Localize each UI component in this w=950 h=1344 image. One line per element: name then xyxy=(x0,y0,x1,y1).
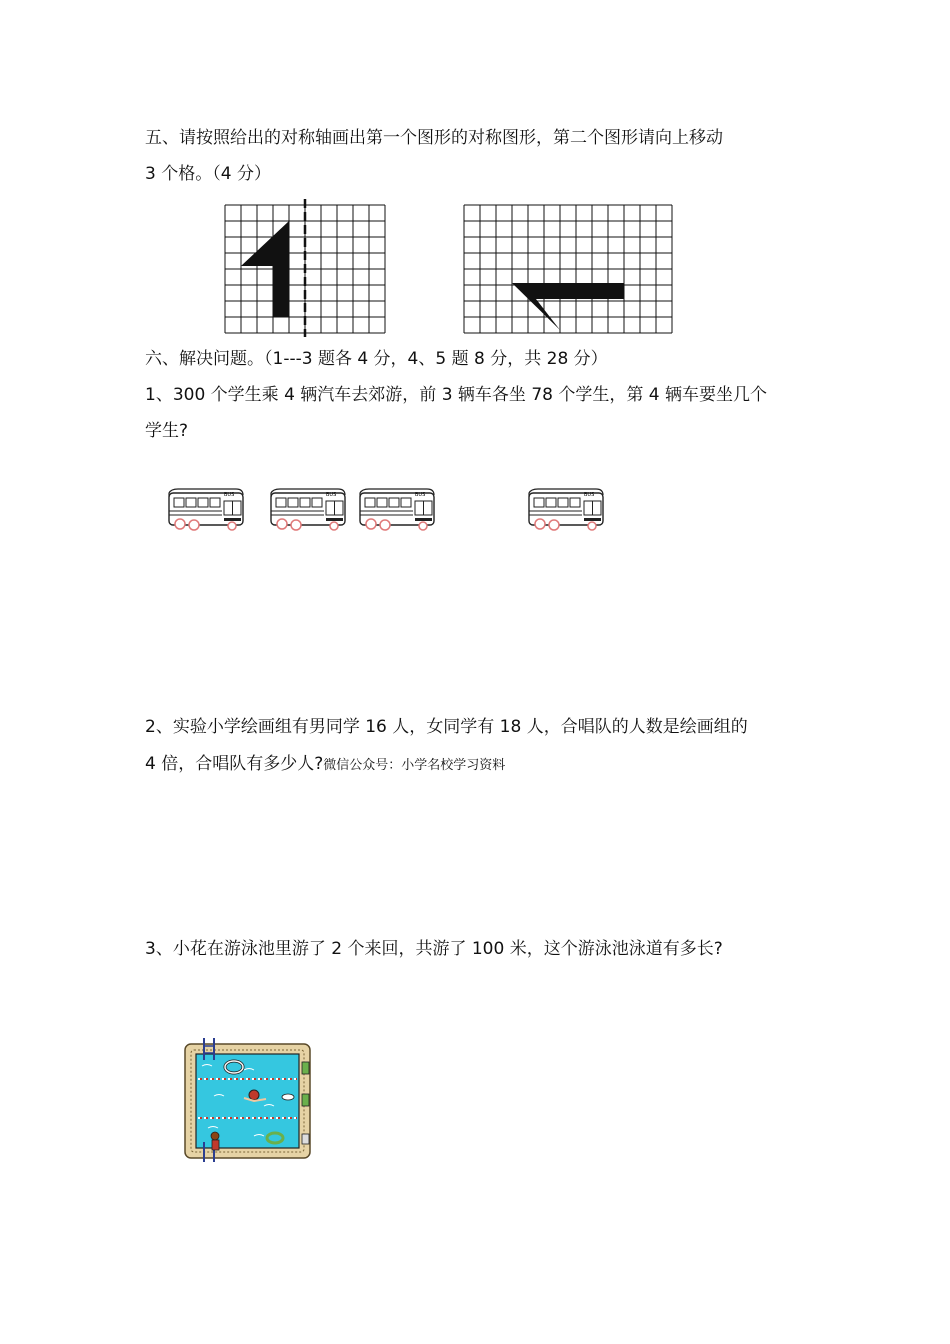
wechat-note: 微信公众号：小学名校学习资料 xyxy=(323,758,506,773)
q1-text-line1: 1、300 个学生乘 4 辆汽车去郊游，前 3 辆车各坐 78 个学生，第 4 辆车要坐几个 xyxy=(145,385,767,405)
q2-text-line1: 2、实验小学绘画组有男同学 16 人，女同学有 18 人，合唱队的人数是绘画组的 xyxy=(145,717,748,737)
bus-sign: BUS xyxy=(224,492,235,498)
bus-sign: BUS xyxy=(415,492,426,498)
section6-heading: 六、解决问题。（1---3 题各 4 分，4、5 题 8 分，共 28 分） xyxy=(145,349,608,369)
bus-sign: BUS xyxy=(584,492,595,498)
section5-instruction-line1: 五、请按照给出的对称轴画出第一个图形的对称图形，第二个图形请向上移动 xyxy=(145,128,723,148)
swimming-pool-illustration xyxy=(184,1036,314,1164)
q2-question: 4 倍，合唱队有多少人? xyxy=(145,754,324,774)
section5-instruction-line2: 3 个格。（4 分） xyxy=(145,164,271,184)
q1-text-line2: 学生? xyxy=(145,421,189,441)
q3-text-line1: 3、小花在游泳池里游了 2 个来回，共游了 100 米，这个游泳池泳道有多长? xyxy=(145,939,723,959)
q2-text-line2 xyxy=(145,753,505,777)
bus-sign: BUS xyxy=(326,492,337,498)
bus-illustrations xyxy=(0,0,950,600)
